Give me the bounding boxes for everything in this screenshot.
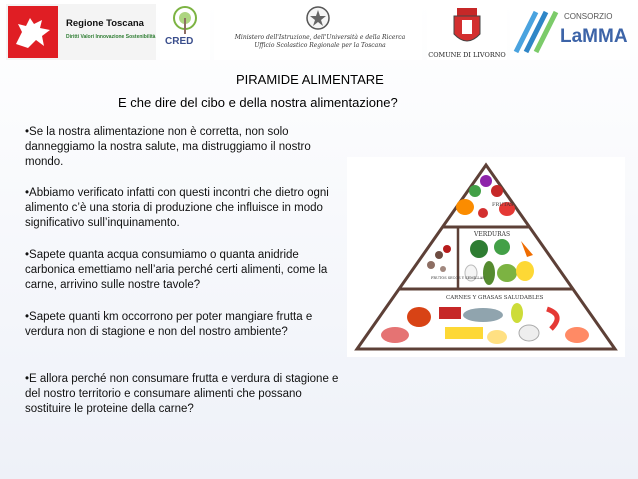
cred-tree-icon xyxy=(160,4,210,36)
livorno-text: COMUNE DI LIVORNO xyxy=(428,51,506,59)
svg-text:VERDURAS: VERDURAS xyxy=(474,231,511,238)
lamma-name: LaMMA xyxy=(560,26,628,47)
paragraph-1: •Se la nostra alimentazione non è corretta, non solo danneggiamo la nostra salute, ma distruggiamo il nostro mondo. xyxy=(25,126,311,168)
regione-toscana-name: Regione Toscana xyxy=(66,18,144,29)
lamma-consorzio: CONSORZIO xyxy=(564,12,613,21)
svg-text:FRUTAS: FRUTAS xyxy=(492,202,514,208)
paragraph-2: •Abbiamo verificato infatti con questi incontri che dietro ogni alimento c’è una storia di produzione che influisce in modo significativo sull’inquinamento. xyxy=(25,187,329,229)
slide-title: PIRAMIDE ALIMENTARE xyxy=(236,72,384,87)
miur-logo xyxy=(214,4,422,60)
paragraph-3: •Sapete quanta acqua consumiamo o quanta anidride carbonica emettiamo nell’aria perché certi alimenti, come la carne, arrivino sulle nostre tavole? xyxy=(25,249,328,291)
lamma-stripes-icon xyxy=(510,4,560,60)
miur-line-2: Ufficio Scolastico Regionale per la Toscana xyxy=(254,42,386,49)
cred-text: CRED xyxy=(165,36,194,47)
miur-line-1: Ministero dell'Istruzione, dell'Università e della Ricerca xyxy=(234,34,406,41)
paragraph-4: •Sapete quanti km occorrono per poter mangiare frutta e verdura non di stagione e non del nostro ambiente? xyxy=(25,311,313,338)
food-pyramid-image xyxy=(347,157,625,357)
regione-toscana-logo xyxy=(6,4,156,60)
lamma-logo xyxy=(510,4,630,60)
republic-emblem-icon xyxy=(214,4,422,34)
livorno-crest-icon xyxy=(427,4,507,50)
slide-subtitle: E che dire del cibo e della nostra alimentazione? xyxy=(118,95,398,110)
svg-text:FRUTOS SECOS Y SEMILLAS: FRUTOS SECOS Y SEMILLAS xyxy=(431,276,485,280)
miur-text xyxy=(222,34,418,50)
cred-logo xyxy=(160,4,210,60)
regione-toscana-tagline: Diritti Valori Innovazione Sostenibilità xyxy=(66,34,156,40)
pegasus-flag-icon xyxy=(8,6,58,58)
comune-livorno-logo xyxy=(427,4,507,60)
paragraph-5: •E allora perché non consumare frutta e verdura di stagione e del nostro territorio e consumare alimenti che possano sostituire le proteine della carne? xyxy=(25,373,339,415)
svg-text:CARNES Y GRASAS SALUDABLES: CARNES Y GRASAS SALUDABLES xyxy=(446,295,544,301)
